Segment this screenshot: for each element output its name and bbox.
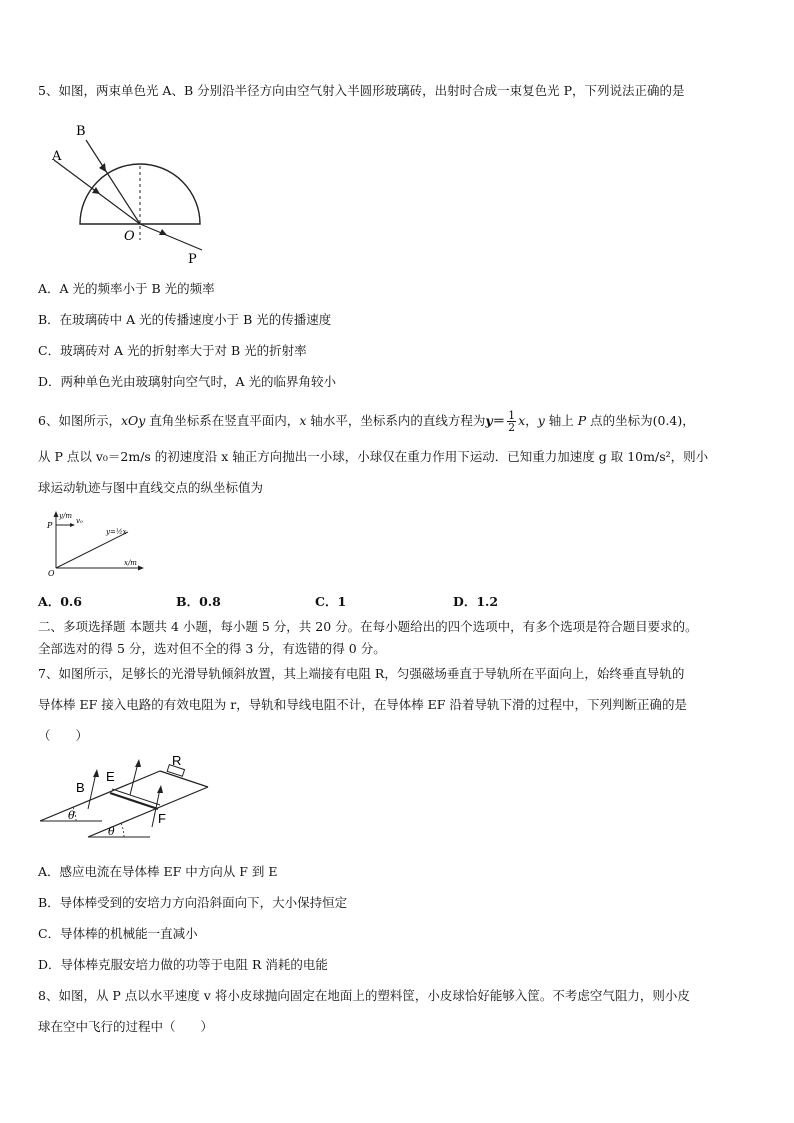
rod-ef (110, 793, 158, 809)
svg-text:v₀: v₀ (76, 517, 83, 525)
svg-text:θ: θ (108, 825, 115, 838)
q7-option-c: C．导体棒的机械能一直减小 (38, 926, 198, 941)
label-p: P (188, 252, 197, 267)
q6-line1: 6、如图所示，xOy 直角坐标系在竖直平面内，x 轴水平，坐标系内的直线方程为y＝ $\frac{1}{2}$ x，y 轴上 P 点的坐标为(0.4)， (38, 409, 695, 434)
ray-p (140, 224, 202, 250)
q6-option-a: A．0.6 (38, 594, 82, 609)
ray-a-arrow (92, 187, 100, 194)
q7-line2: 导体棒 EF 接入电路的有效电阻为 r，导轨和导线电阻不计，在导体棒 EF 沿着导轨下滑的过程中，下列判断正确的是 (38, 697, 687, 712)
q8-line1: 8、如图，从 P 点以水平速度 v 将小皮球抛向固定在地面上的塑料筐，小皮球恰好能够入筐。不考虑空气阻力，则小皮 (38, 988, 690, 1003)
section2-line2: 全部选对的得 5 分，选对但不全的得 3 分，有选错的得 0 分。 (38, 641, 386, 656)
q8-line2: 球在空中飞行的过程中（ ） (38, 1019, 214, 1034)
q5-option-c: C．玻璃砖对 A 光的折射率大于对 B 光的折射率 (38, 343, 307, 358)
svg-text:F: F (158, 811, 166, 826)
q7-option-b: B．导体棒受到的安培力方向沿斜面向下，大小保持恒定 (38, 895, 348, 910)
q6-option-c: C．1 (315, 594, 347, 609)
svg-text:P: P (47, 521, 53, 530)
q6-line2: 从 P 点以 v₀＝2m/s 的初速度沿 x 轴正方向抛出一小球，小球仅在重力作用下运动．已知重力加速度 g 取 10m/s²，则小 (38, 449, 709, 464)
svg-text:θ: θ (68, 809, 75, 822)
svg-text:E: E (106, 769, 115, 784)
q5-option-d: D．两种单色光由玻璃射向空气时，A 光的临界角较小 (38, 374, 337, 389)
b-arrow-1 (88, 773, 96, 809)
svg-text:y=½x: y=½x (106, 528, 127, 536)
svg-text:O: O (48, 569, 55, 578)
svg-text:R: R (172, 755, 182, 768)
q7-option-a: A．感应电流在导体棒 EF 中方向从 F 到 E (38, 864, 278, 879)
rail-bottom (88, 787, 208, 837)
q5-option-a: A．A 光的频率小于 B 光的频率 (38, 281, 215, 296)
label-o: O (124, 229, 135, 244)
svg-text:B: B (76, 780, 85, 795)
q6-option-d: D．1.2 (453, 594, 499, 609)
q7-option-d: D．导体棒克服安培力做的功等于电阻 R 消耗的电能 (38, 957, 328, 972)
fraction: $\frac{1}{2}$ (508, 409, 516, 434)
q6-figure (40, 508, 150, 580)
rail-top (40, 771, 160, 821)
ray-b-arrow (99, 163, 106, 172)
label-a: A (52, 149, 62, 164)
q5-figure (40, 118, 220, 268)
q5-option-b: B．在玻璃砖中 A 光的传播速度小于 B 光的传播速度 (38, 312, 332, 327)
q5-stem: 5、如图，两束单色光 A、B 分别沿半径方向由空气射入半圆形玻璃砖，出射时合成一束复色光 P，下列说法正确的是 (38, 83, 685, 98)
q7-line1: 7、如图所示，足够长的光滑导轨倾斜放置，其上端接有电阻 R，匀强磁场垂直于导轨所在平面向上，始终垂直导轨的 (38, 666, 685, 681)
b-arrow-2 (130, 763, 138, 795)
q7-line3: （ ） (38, 728, 89, 743)
ray-b (86, 140, 140, 224)
label-b: B (76, 124, 86, 139)
svg-text:x/m: x/m (124, 559, 137, 567)
q6-line3: 球运动轨迹与图中直线交点的纵坐标值为 (38, 480, 264, 495)
q7-figure (40, 755, 220, 850)
section2-line1: 二、多项选择题 本题共 4 小题，每小题 5 分，共 20 分。在每小题给出的四个选项中，有多个选项是符合题目要求的。 (38, 619, 698, 634)
svg-text:y/m: y/m (59, 512, 72, 520)
line-y-half-x (56, 532, 128, 568)
q6-option-b: B．0.8 (176, 594, 221, 609)
